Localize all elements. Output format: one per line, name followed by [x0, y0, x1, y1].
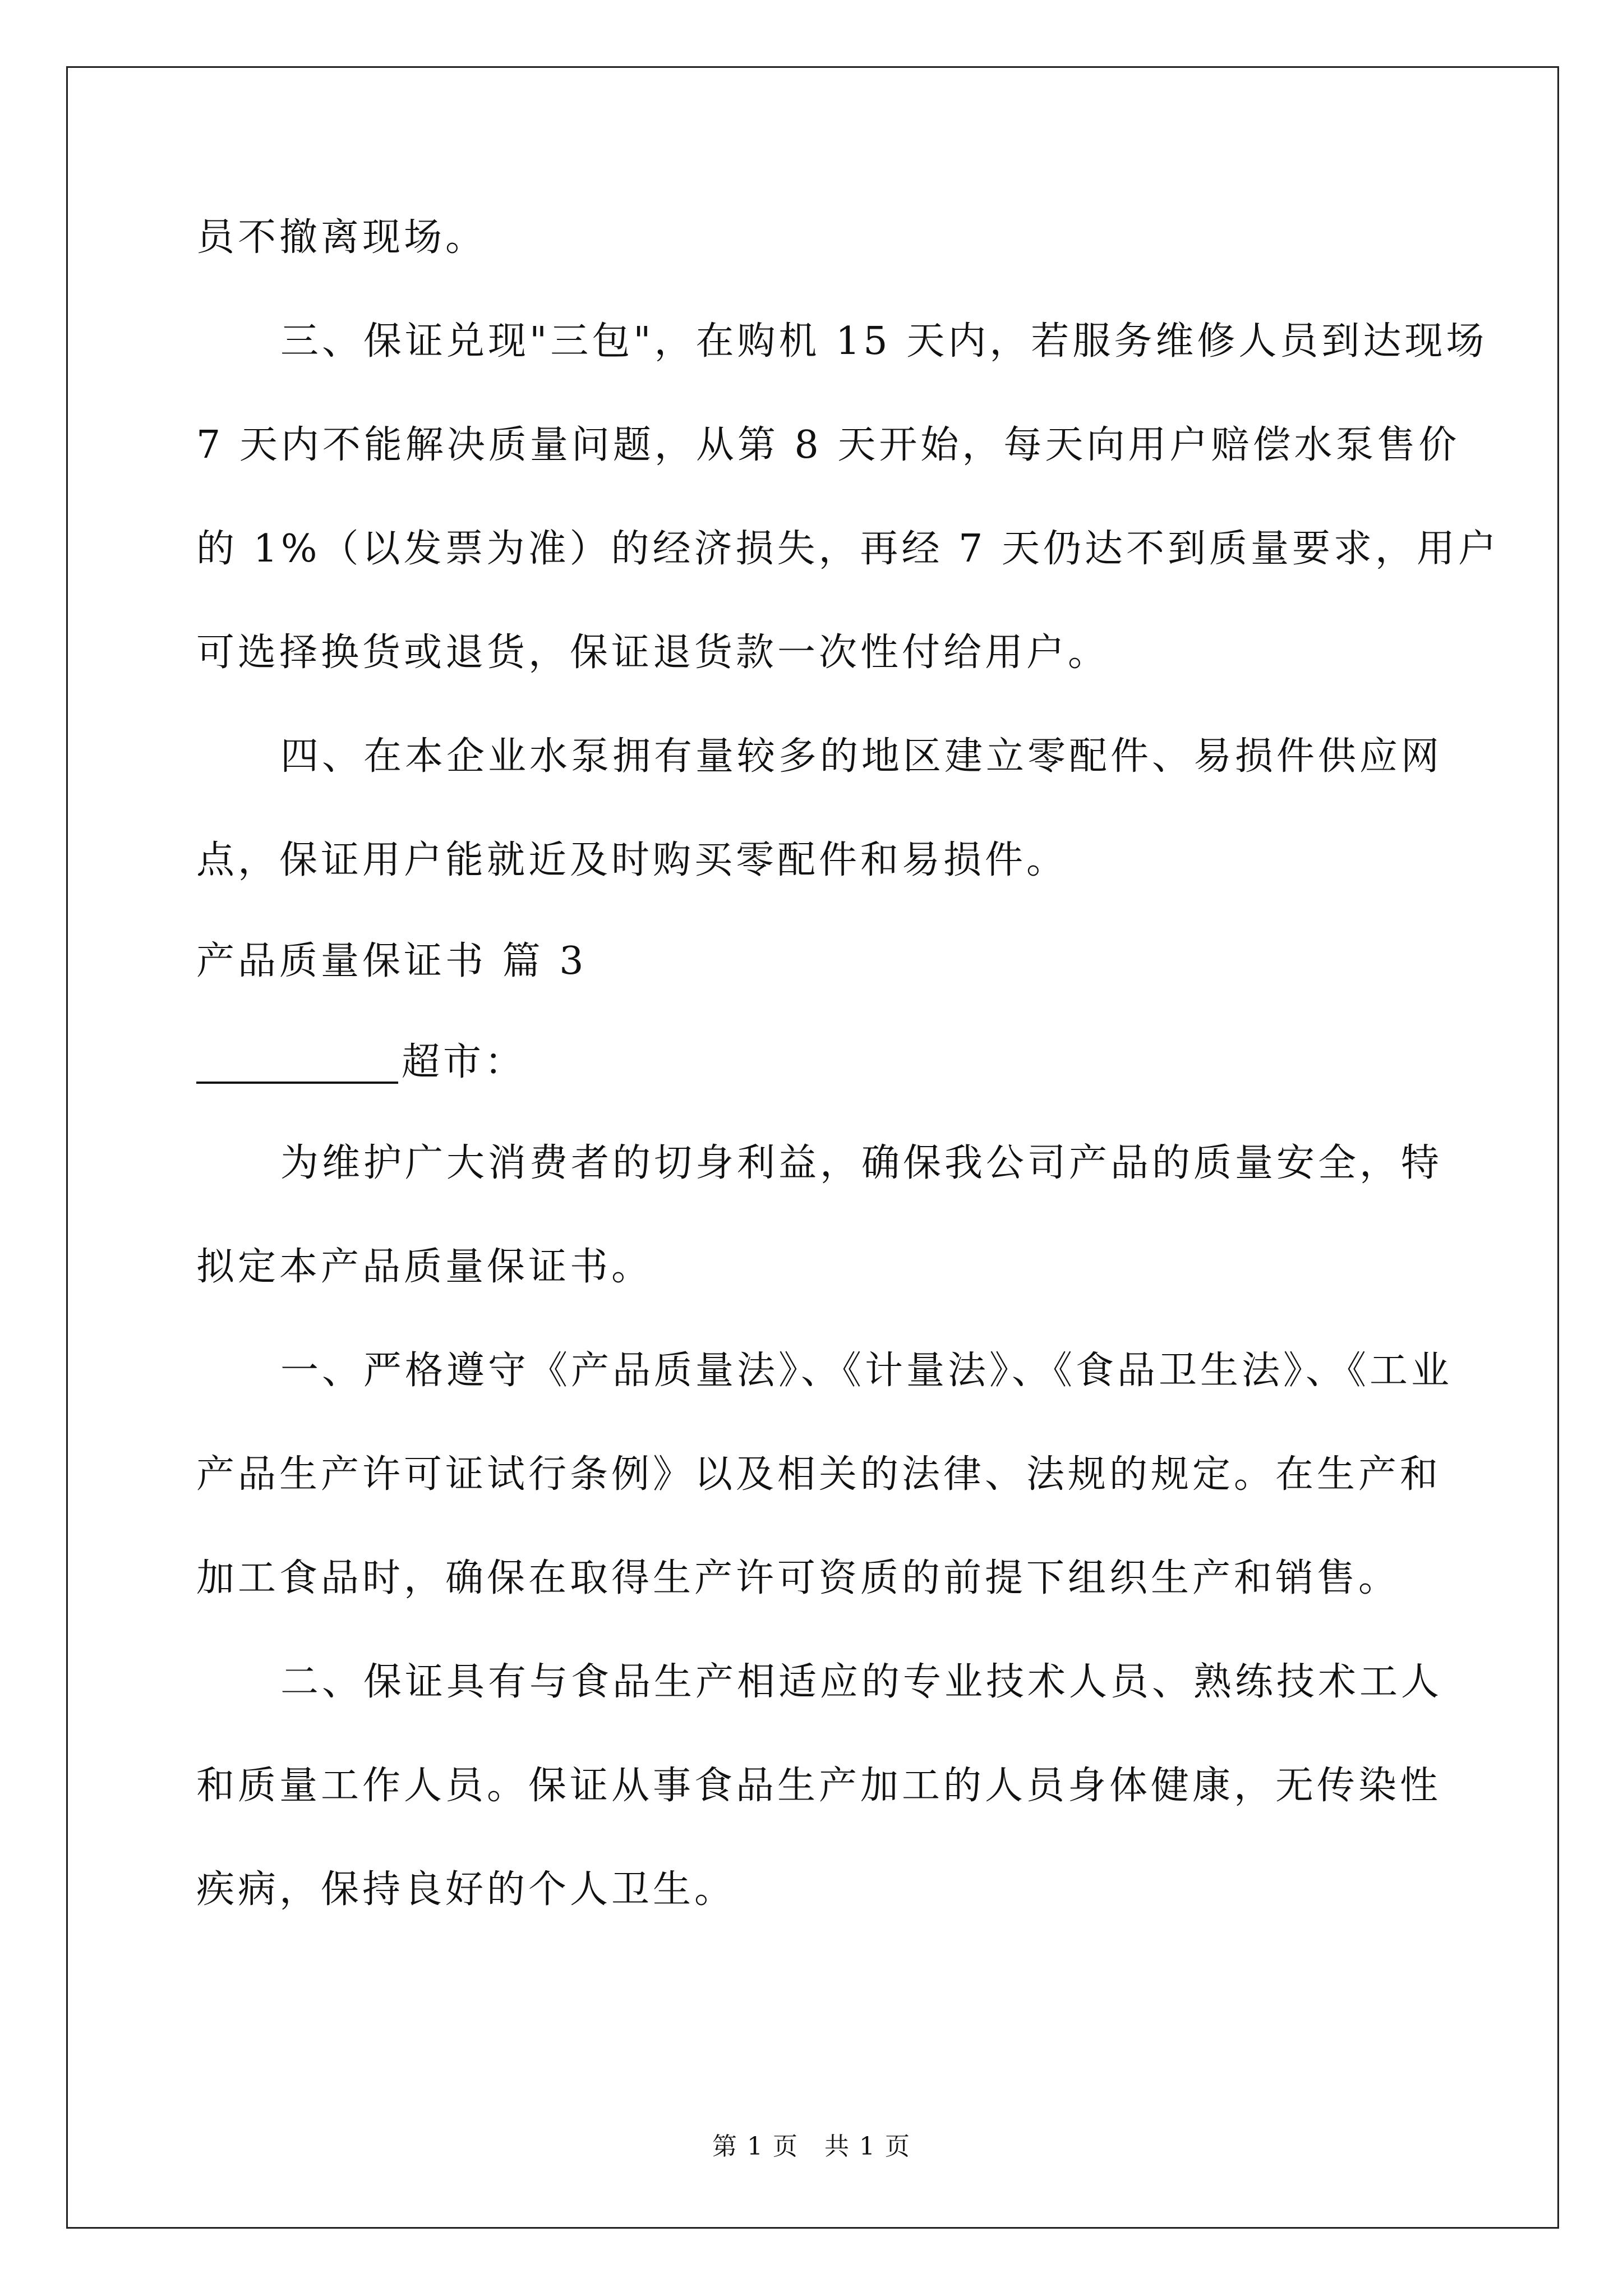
addressee-line: [196, 1040, 527, 1084]
text-line: 四、在本企业水泵拥有量较多的地区建立零配件、易损件供应网: [280, 734, 1443, 779]
text-line: 为维护广大消费者的切身利益，确保我公司产品的质量安全，特: [280, 1141, 1443, 1185]
text-line: 员不撤离现场。: [196, 215, 487, 260]
text-line: 可选择换货或退货，保证退货款一次性付给用户。: [196, 631, 1110, 675]
page-footer: 第 1 页 共 1 页: [712, 2132, 911, 2161]
blank-underline: [196, 1043, 398, 1084]
text-line: 的 1%（以发票为准）的经济损失，再经 7 天仍达不到质量要求，用户: [196, 527, 1500, 571]
addressee-text: 超市：: [402, 1040, 527, 1084]
text-line: 拟定本产品质量保证书。: [196, 1245, 653, 1289]
text-line: 疾病，保持良好的个人卫生。: [196, 1867, 736, 1912]
section-heading: 产品质量保证书 篇 3: [196, 939, 587, 983]
text-line: 产品生产许可证试行条例》以及相关的法律、法规的规定。在生产和: [196, 1452, 1442, 1497]
text-line: 点，保证用户能就近及时购买零配件和易损件。: [196, 838, 1068, 882]
text-line: 和质量工作人员。保证从事食品生产加工的人员身体健康，无传染性: [196, 1764, 1442, 1808]
text-line: 一、严格遵守《产品质量法》、《计量法》、《食品卫生法》、《工业: [280, 1349, 1453, 1393]
text-line: 二、保证具有与食品生产相适应的专业技术人员、熟练技术工人: [280, 1660, 1443, 1704]
text-line: 加工食品时，确保在取得生产许可资质的前提下组织生产和销售。: [196, 1556, 1400, 1600]
text-line: 7 天内不能解决质量问题，从第 8 天开始，每天向用户赔偿水泵售价: [196, 423, 1460, 467]
text-line: 三、保证兑现"三包"，在购机 15 天内，若服务维修人员到达现场: [280, 319, 1488, 364]
